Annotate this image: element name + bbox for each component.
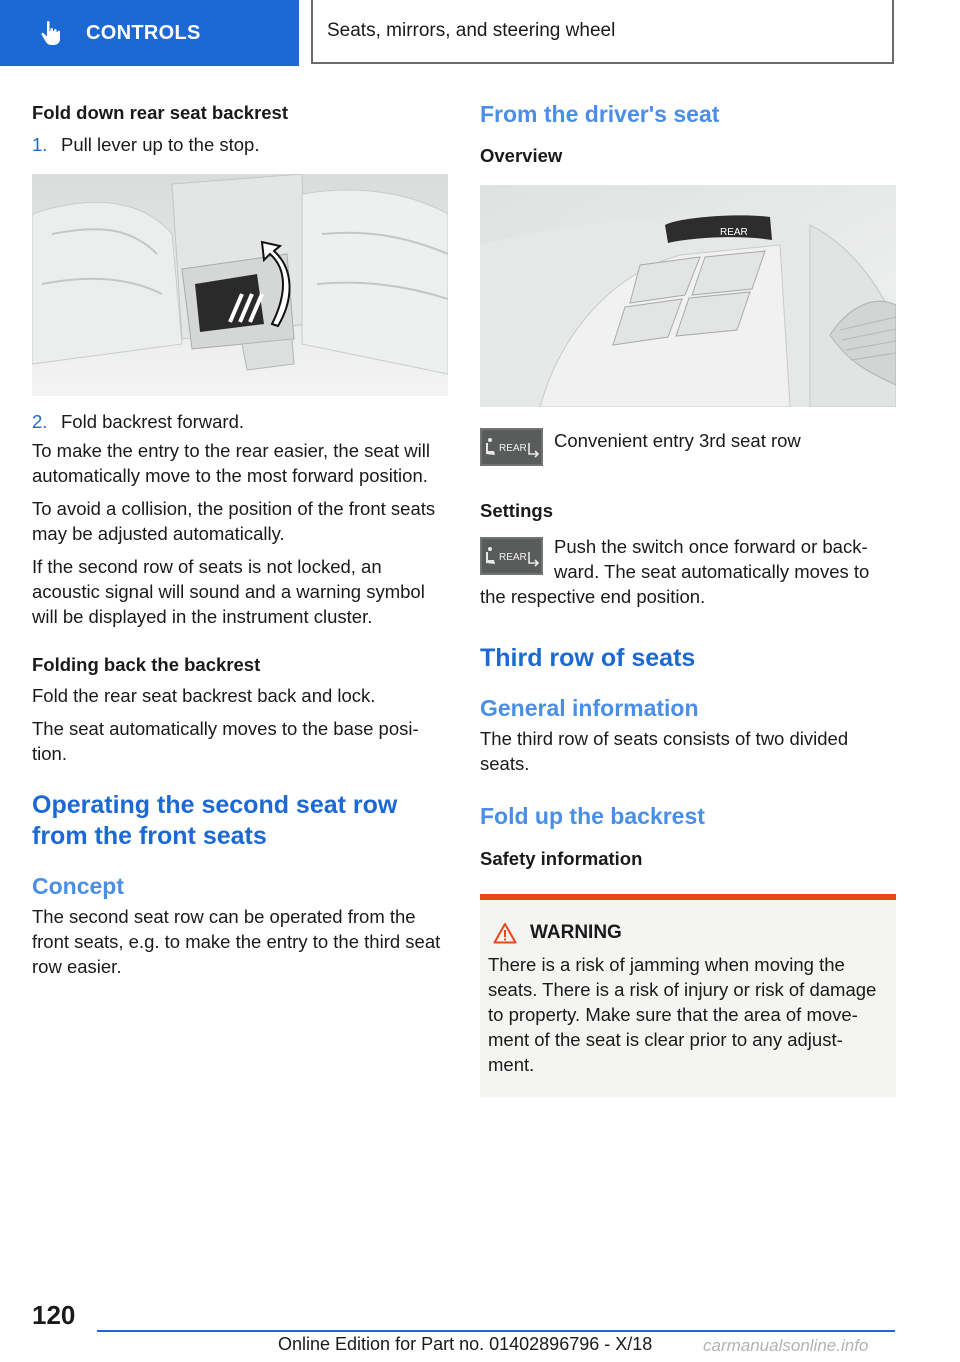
third-row-heading: Third row of seats <box>480 644 696 672</box>
step-text: Pull lever up to the stop. <box>61 134 260 155</box>
paragraph: The seat automatically moves to the base posi-tion. <box>32 718 419 764</box>
section-tab-controls[interactable] <box>0 0 299 66</box>
watermark: carmanualsonline.info <box>703 1336 869 1355</box>
step-number: 2. <box>32 411 48 432</box>
settings-heading: Settings <box>480 500 553 521</box>
fold-down-heading: Fold down rear seat backrest <box>32 102 289 123</box>
section-heading-second-row: Operating the second seat row from the front seats <box>32 791 398 850</box>
pointing-hand-icon <box>40 20 66 46</box>
warning-header <box>488 920 888 945</box>
warning-title: WARNING <box>530 922 622 943</box>
section-label: CONTROLS <box>86 21 201 44</box>
chapter-title-tab[interactable] <box>311 0 894 64</box>
left-column <box>32 100 448 979</box>
page-number: 120 <box>32 1300 76 1330</box>
drivers-seat-heading: From the driver's seat <box>480 101 720 127</box>
paragraph: Fold the rear seat backrest back and lock. <box>32 685 376 706</box>
general-info-heading: General information <box>480 695 699 721</box>
concept-heading: Concept <box>32 873 124 899</box>
step-number: 1. <box>32 134 48 155</box>
rear-switch-label: REAR <box>720 227 748 238</box>
paragraph: If the second row of seats is not locked, an acoustic signal will sound and a warning symbol will be displayed in the instrument cluster. <box>32 556 425 627</box>
rear-seat-button-icon <box>480 428 543 466</box>
edition-text: Online Edition for Part no. 01402896796 - X/18 <box>278 1334 653 1354</box>
convenient-entry-row <box>480 428 896 466</box>
warning-triangle-icon <box>493 922 517 944</box>
step-text: Fold backrest forward. <box>61 411 245 432</box>
step-2 <box>32 409 448 434</box>
right-column <box>480 100 896 1097</box>
overview-heading: Overview <box>480 145 563 166</box>
settings-block <box>480 534 896 609</box>
paragraph: To avoid a collision, the position of the front seats may be adjusted automatically. <box>32 498 436 544</box>
rear-seat-button-icon <box>480 537 543 575</box>
safety-info-heading: Safety information <box>480 848 643 869</box>
settings-text: Push the switch once forward or back-ward. The seat automatically moves to the respective end position. <box>480 536 870 607</box>
rear-button-label: REAR <box>499 552 527 563</box>
chapter-title: Seats, mirrors, and steering wheel <box>327 20 616 41</box>
convenient-entry-text: Convenient entry 3rd seat row <box>554 430 801 451</box>
door-panel-switch-photo <box>480 185 896 407</box>
warning-box <box>480 894 896 1097</box>
paragraph: To make the entry to the rear easier, the seat will automatically move to the most forward position. <box>32 440 430 486</box>
fold-up-heading: Fold up the backrest <box>480 803 705 829</box>
folding-back-heading: Folding back the backrest <box>32 654 261 675</box>
rear-button-label: REAR <box>499 443 527 454</box>
rear-seat-lever-photo <box>32 174 448 396</box>
page-header <box>0 0 960 66</box>
footer-divider <box>97 1330 895 1332</box>
warning-text: There is a risk of jamming when moving the seats. There is a risk of injury or risk of damage to property. Make sure that the area of move-ment of the seat is clear prior to any adjust-ment. <box>488 954 877 1075</box>
step-1 <box>32 132 448 157</box>
paragraph: The second seat row can be operated from the front seats, e.g. to make the entry to the third seat row easier. <box>32 906 441 977</box>
paragraph: The third row of seats consists of two divided seats. <box>480 728 849 774</box>
